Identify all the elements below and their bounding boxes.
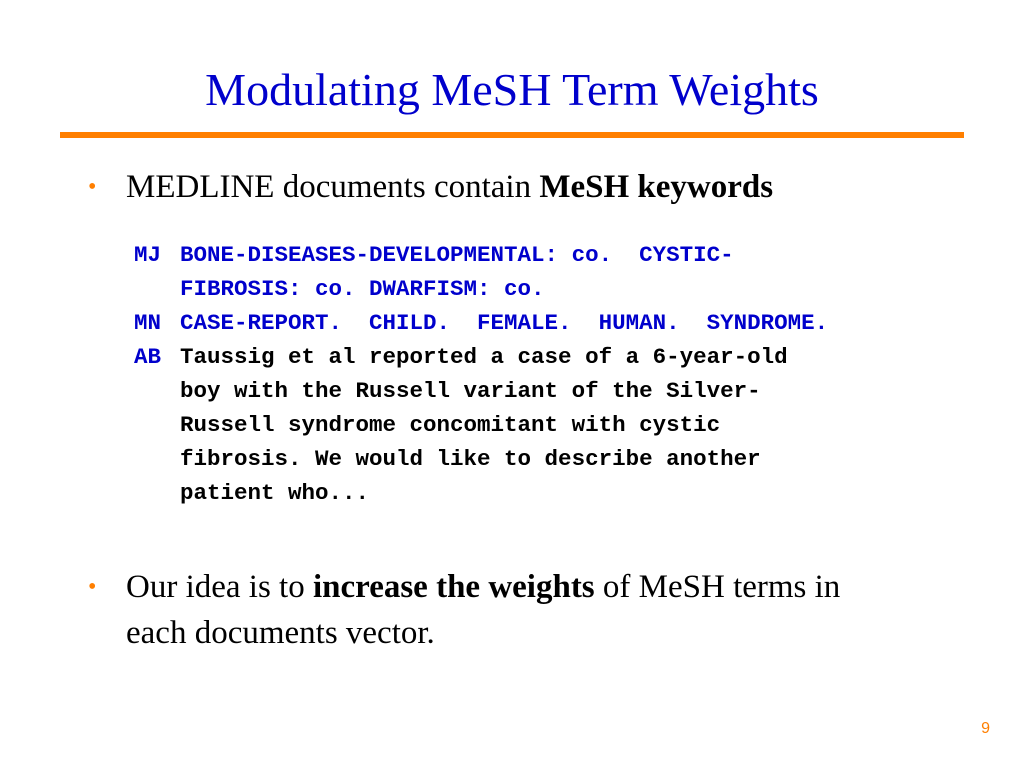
record-tag-mj: MJ: [134, 242, 162, 268]
record-ab-line-4: fibrosis. We would like to describe another: [180, 446, 761, 472]
record-ab-line-3: Russell syndrome concomitant with cystic: [180, 412, 721, 438]
title-divider: [60, 132, 964, 138]
record-mj-line-2: FIBROSIS: co. DWARFISM: co.: [180, 276, 545, 302]
bullet-2-text: Our idea is to increase the weights of MeSH terms in each documents vector.: [126, 569, 841, 651]
record-tag-mn: MN: [134, 310, 162, 336]
record-entry-ab: [134, 340, 994, 510]
page-number: 9: [981, 720, 990, 737]
bullet-1-emphasis: MeSH keywords: [539, 169, 774, 205]
bullet-1-text: MEDLINE documents contain MeSH keywords: [126, 169, 774, 205]
record-mj-line-1: BONE-DISEASES-DEVELOPMENTAL: co. CYSTIC-: [180, 242, 734, 268]
record-entry-mj: [134, 238, 994, 306]
record-tag-ab: AB: [134, 344, 162, 370]
bullet-2-emphasis: increase the weights: [312, 569, 595, 605]
record-entry-mn: [134, 306, 994, 340]
slide-title: Modulating MeSH Term Weights: [205, 64, 819, 115]
record-ab-line-1: Taussig et al reported a case of a 6-year-old: [180, 344, 788, 370]
bullet-marker: •: [88, 174, 97, 200]
record-ab-line-2: boy with the Russell variant of the Silver-: [180, 378, 761, 404]
record-mn-line-1: CASE-REPORT. CHILD. FEMALE. HUMAN. SYNDROME.: [180, 310, 829, 336]
record-ab-line-5: patient who...: [180, 480, 370, 506]
bullet-marker: •: [88, 574, 97, 600]
medline-record: [134, 238, 994, 510]
